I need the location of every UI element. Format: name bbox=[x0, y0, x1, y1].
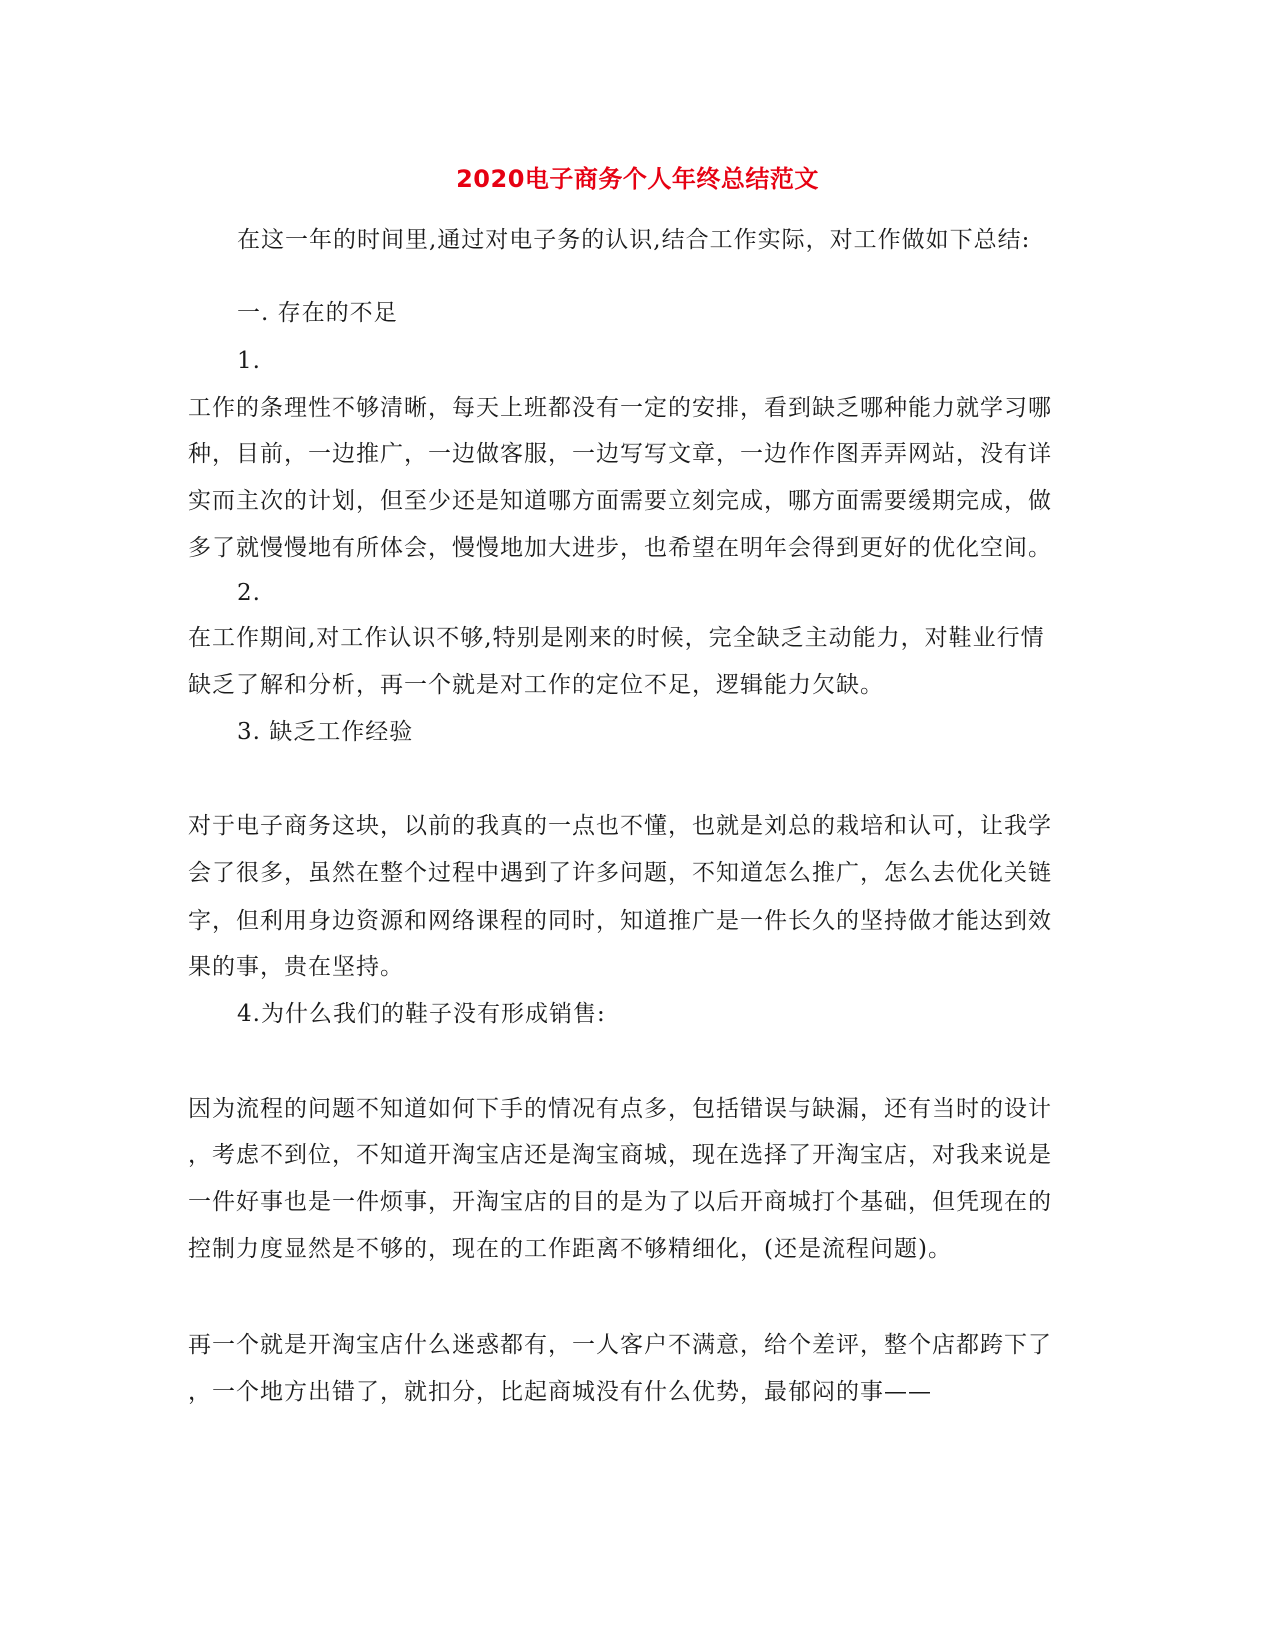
document-title: 2020电子商务个人年终总结范文 bbox=[456, 165, 819, 193]
item-number: 2. bbox=[237, 580, 261, 606]
paragraph-line: 因为流程的问题不知道如何下手的情况有点多，包括错误与缺漏，还有当时的设计 bbox=[188, 1096, 1052, 1122]
paragraph-line: 会了很多，虽然在整个过程中遇到了许多问题，不知道怎么推广，怎么去优化关链 bbox=[188, 860, 1052, 886]
item-heading: 3. 缺乏工作经验 bbox=[237, 719, 414, 745]
paragraph-line: 工作的条理性不够清晰，每天上班都没有一定的安排，看到缺乏哪种能力就学习哪 bbox=[188, 395, 1052, 421]
paragraph-line: 果的事，贵在坚持。 bbox=[188, 954, 404, 980]
paragraph-line: 种，目前，一边推广，一边做客服，一边写写文章，一边作作图弄弄网站，没有详 bbox=[188, 441, 1052, 467]
paragraph-line: 缺乏了解和分析，再一个就是对工作的定位不足，逻辑能力欠缺。 bbox=[188, 672, 884, 698]
intro-paragraph: 在这一年的时间里,通过对电子务的认识,结合工作实际，对工作做如下总结: bbox=[237, 227, 1031, 253]
paragraph-line: 对于电子商务这块，以前的我真的一点也不懂，也就是刘总的栽培和认可，让我学 bbox=[188, 813, 1052, 839]
paragraph-line: 再一个就是开淘宝店什么迷惑都有，一人客户不满意，给个差评，整个店都跨下了 bbox=[188, 1332, 1052, 1358]
paragraph-line: 在工作期间,对工作认识不够,特别是刚来的时候，完全缺乏主动能力，对鞋业行情 bbox=[188, 625, 1045, 651]
paragraph-line: 实而主次的计划，但至少还是知道哪方面需要立刻完成，哪方面需要缓期完成，做 bbox=[188, 488, 1052, 514]
paragraph-line: 字，但利用身边资源和网络课程的同时，知道推广是一件长久的坚持做才能达到效 bbox=[188, 908, 1052, 934]
paragraph-line: 多了就慢慢地有所体会，慢慢地加大进步，也希望在明年会得到更好的优化空间。 bbox=[188, 535, 1052, 561]
section-heading: 一. 存在的不足 bbox=[237, 300, 398, 326]
item-heading: 4.为什么我们的鞋子没有形成销售: bbox=[237, 1001, 606, 1027]
paragraph-line: ，一个地方出错了，就扣分，比起商城没有什么优势，最郁闷的事—— bbox=[188, 1379, 932, 1405]
item-number: 1. bbox=[237, 348, 261, 374]
paragraph-line: ，考虑不到位，不知道开淘宝店还是淘宝商城，现在选择了开淘宝店，对我来说是 bbox=[188, 1142, 1052, 1168]
paragraph-line: 一件好事也是一件烦事，开淘宝店的目的是为了以后开商城打个基础，但凭现在的 bbox=[188, 1189, 1052, 1215]
paragraph-line: 控制力度显然是不够的，现在的工作距离不够精细化，(还是流程问题)。 bbox=[188, 1236, 952, 1262]
